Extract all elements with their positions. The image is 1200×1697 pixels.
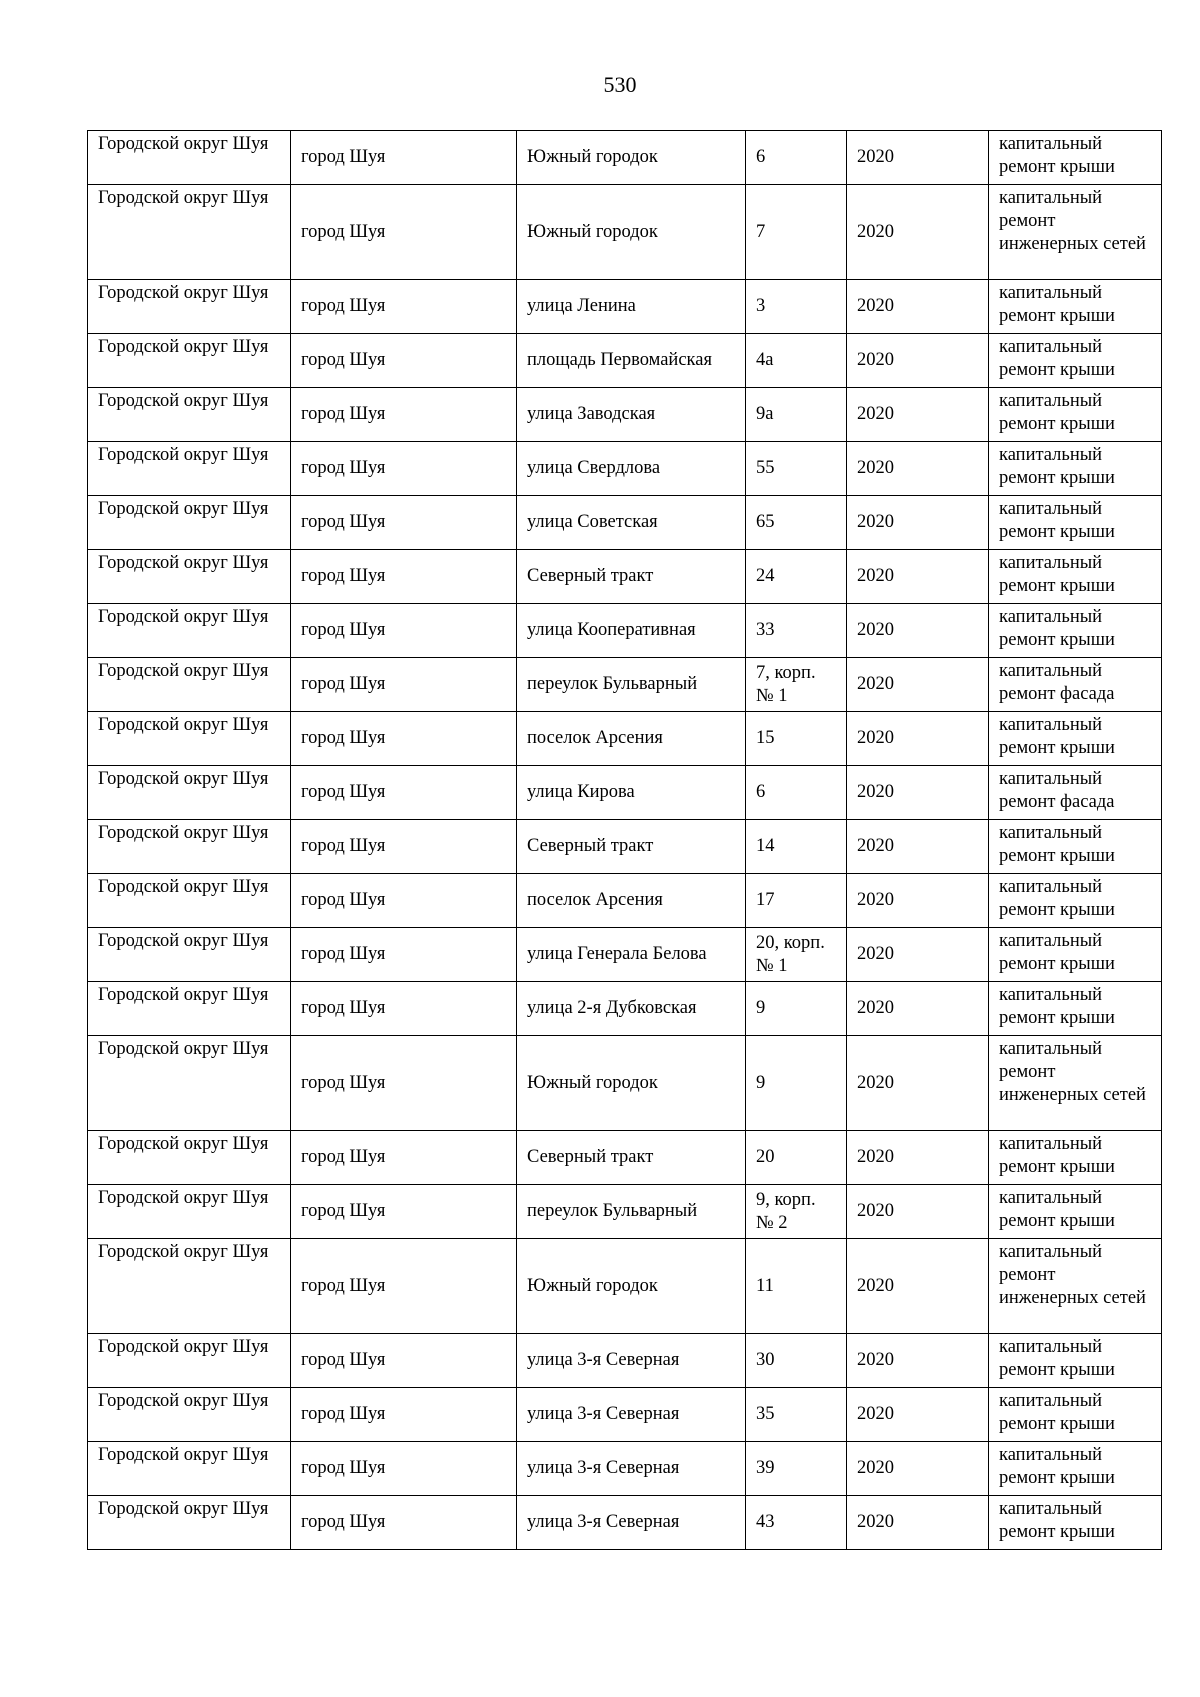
street-cell: улица 2-я Дубковская — [517, 982, 746, 1036]
municipality-cell: Городской округ Шуя — [88, 280, 291, 334]
street-cell: улица 3-я Северная — [517, 1442, 746, 1496]
table-row — [88, 280, 1162, 334]
house-number-cell: 9 — [746, 1036, 847, 1131]
settlement-cell: город Шуя — [291, 1496, 517, 1550]
year-cell: 2020 — [847, 496, 989, 550]
table-row — [88, 658, 1162, 712]
municipality-cell: Городской округ Шуя — [88, 658, 291, 712]
municipality-cell: Городской округ Шуя — [88, 496, 291, 550]
settlement-cell: город Шуя — [291, 1131, 517, 1185]
house-number-cell: 11 — [746, 1239, 847, 1334]
work-type-cell: капитальный ремонт крыши — [989, 1496, 1162, 1550]
work-type-cell: капитальный ремонт крыши — [989, 334, 1162, 388]
work-type-cell: капитальный ремонт крыши — [989, 496, 1162, 550]
street-cell: Северный тракт — [517, 1131, 746, 1185]
municipality-cell: Городской округ Шуя — [88, 1131, 291, 1185]
work-type-cell: капитальный ремонт крыши — [989, 1131, 1162, 1185]
municipality-cell: Городской округ Шуя — [88, 1185, 291, 1239]
work-type-cell: капитальный ремонт крыши — [989, 712, 1162, 766]
municipality-cell: Городской округ Шуя — [88, 1388, 291, 1442]
street-cell: улица Кирова — [517, 766, 746, 820]
year-cell: 2020 — [847, 388, 989, 442]
municipality-cell: Городской округ Шуя — [88, 442, 291, 496]
house-number-cell: 7 — [746, 185, 847, 280]
house-number-cell: 15 — [746, 712, 847, 766]
work-type-cell: капитальный ремонт инженерных сетей — [989, 1239, 1162, 1334]
house-number-cell: 3 — [746, 280, 847, 334]
table-row — [88, 1334, 1162, 1388]
settlement-cell: город Шуя — [291, 766, 517, 820]
work-type-cell: капитальный ремонт крыши — [989, 604, 1162, 658]
municipality-cell: Городской округ Шуя — [88, 1036, 291, 1131]
table-row — [88, 1388, 1162, 1442]
year-cell: 2020 — [847, 442, 989, 496]
settlement-cell: город Шуя — [291, 1036, 517, 1131]
settlement-cell: город Шуя — [291, 1239, 517, 1334]
year-cell: 2020 — [847, 928, 989, 982]
municipality-cell: Городской округ Шуя — [88, 604, 291, 658]
work-type-cell: капитальный ремонт крыши — [989, 550, 1162, 604]
table-row — [88, 928, 1162, 982]
settlement-cell: город Шуя — [291, 280, 517, 334]
year-cell: 2020 — [847, 1239, 989, 1334]
table-row — [88, 1239, 1162, 1334]
house-number-cell: 9, корп. № 2 — [746, 1185, 847, 1239]
street-cell: улица Советская — [517, 496, 746, 550]
year-cell: 2020 — [847, 550, 989, 604]
work-type-cell: капитальный ремонт крыши — [989, 820, 1162, 874]
settlement-cell: город Шуя — [291, 712, 517, 766]
page-number: 530 — [603, 72, 637, 97]
street-cell: Северный тракт — [517, 820, 746, 874]
street-cell: Южный городок — [517, 1239, 746, 1334]
settlement-cell: город Шуя — [291, 334, 517, 388]
house-number-cell: 30 — [746, 1334, 847, 1388]
year-cell: 2020 — [847, 658, 989, 712]
settlement-cell: город Шуя — [291, 820, 517, 874]
year-cell: 2020 — [847, 712, 989, 766]
municipality-cell: Городской округ Шуя — [88, 712, 291, 766]
table-row — [88, 1442, 1162, 1496]
table-row — [88, 604, 1162, 658]
house-number-cell: 7, корп. № 1 — [746, 658, 847, 712]
street-cell: поселок Арсения — [517, 874, 746, 928]
work-type-cell: капитальный ремонт крыши — [989, 1442, 1162, 1496]
settlement-cell: город Шуя — [291, 185, 517, 280]
house-number-cell: 9 — [746, 982, 847, 1036]
work-type-cell: капитальный ремонт крыши — [989, 280, 1162, 334]
street-cell: переулок Бульварный — [517, 658, 746, 712]
house-number-cell: 39 — [746, 1442, 847, 1496]
work-type-cell: капитальный ремонт крыши — [989, 874, 1162, 928]
table-row — [88, 185, 1162, 280]
settlement-cell: город Шуя — [291, 550, 517, 604]
house-number-cell: 14 — [746, 820, 847, 874]
municipality-cell: Городской округ Шуя — [88, 1442, 291, 1496]
table-row — [88, 1496, 1162, 1550]
municipality-cell: Городской округ Шуя — [88, 334, 291, 388]
street-cell: улица Заводская — [517, 388, 746, 442]
municipality-cell: Городской округ Шуя — [88, 550, 291, 604]
municipality-cell: Городской округ Шуя — [88, 820, 291, 874]
work-type-cell: капитальный ремонт фасада — [989, 658, 1162, 712]
year-cell: 2020 — [847, 1185, 989, 1239]
municipality-cell: Городской округ Шуя — [88, 874, 291, 928]
municipality-cell: Городской округ Шуя — [88, 982, 291, 1036]
year-cell: 2020 — [847, 604, 989, 658]
table-row — [88, 1036, 1162, 1131]
street-cell: улица Кооперативная — [517, 604, 746, 658]
street-cell: площадь Первомайская — [517, 334, 746, 388]
municipality-cell: Городской округ Шуя — [88, 131, 291, 185]
settlement-cell: город Шуя — [291, 928, 517, 982]
repair-program-table — [87, 130, 1162, 1550]
work-type-cell: капитальный ремонт инженерных сетей — [989, 1036, 1162, 1131]
work-type-cell: капитальный ремонт крыши — [989, 1185, 1162, 1239]
year-cell: 2020 — [847, 1131, 989, 1185]
settlement-cell: город Шуя — [291, 388, 517, 442]
year-cell: 2020 — [847, 1496, 989, 1550]
work-type-cell: капитальный ремонт крыши — [989, 1388, 1162, 1442]
table-row — [88, 874, 1162, 928]
table-row — [88, 766, 1162, 820]
street-cell: улица 3-я Северная — [517, 1334, 746, 1388]
street-cell: улица Свердлова — [517, 442, 746, 496]
house-number-cell: 35 — [746, 1388, 847, 1442]
house-number-cell: 55 — [746, 442, 847, 496]
house-number-cell: 17 — [746, 874, 847, 928]
table-row — [88, 820, 1162, 874]
table-row — [88, 131, 1162, 185]
house-number-cell: 20 — [746, 1131, 847, 1185]
house-number-cell: 9а — [746, 388, 847, 442]
year-cell: 2020 — [847, 334, 989, 388]
house-number-cell: 65 — [746, 496, 847, 550]
work-type-cell: капитальный ремонт крыши — [989, 982, 1162, 1036]
settlement-cell: город Шуя — [291, 604, 517, 658]
house-number-cell: 43 — [746, 1496, 847, 1550]
table-body — [88, 131, 1162, 1550]
house-number-cell: 6 — [746, 131, 847, 185]
year-cell: 2020 — [847, 1388, 989, 1442]
year-cell: 2020 — [847, 131, 989, 185]
street-cell: Южный городок — [517, 131, 746, 185]
settlement-cell: город Шуя — [291, 442, 517, 496]
work-type-cell: капитальный ремонт крыши — [989, 442, 1162, 496]
table-row — [88, 712, 1162, 766]
year-cell: 2020 — [847, 1442, 989, 1496]
year-cell: 2020 — [847, 766, 989, 820]
work-type-cell: капитальный ремонт крыши — [989, 928, 1162, 982]
municipality-cell: Городской округ Шуя — [88, 1496, 291, 1550]
table-row — [88, 550, 1162, 604]
table-row — [88, 388, 1162, 442]
settlement-cell: город Шуя — [291, 1442, 517, 1496]
street-cell: улица Генерала Белова — [517, 928, 746, 982]
year-cell: 2020 — [847, 982, 989, 1036]
table-row — [88, 442, 1162, 496]
year-cell: 2020 — [847, 820, 989, 874]
municipality-cell: Городской округ Шуя — [88, 1239, 291, 1334]
municipality-cell: Городской округ Шуя — [88, 388, 291, 442]
street-cell: улица Ленина — [517, 280, 746, 334]
house-number-cell: 6 — [746, 766, 847, 820]
street-cell: Южный городок — [517, 1036, 746, 1131]
year-cell: 2020 — [847, 874, 989, 928]
work-type-cell: капитальный ремонт фасада — [989, 766, 1162, 820]
municipality-cell: Городской округ Шуя — [88, 766, 291, 820]
table-row — [88, 496, 1162, 550]
table-row — [88, 1131, 1162, 1185]
street-cell: улица 3-я Северная — [517, 1388, 746, 1442]
year-cell: 2020 — [847, 1334, 989, 1388]
house-number-cell: 33 — [746, 604, 847, 658]
street-cell: Южный городок — [517, 185, 746, 280]
work-type-cell: капитальный ремонт крыши — [989, 131, 1162, 185]
settlement-cell: город Шуя — [291, 982, 517, 1036]
year-cell: 2020 — [847, 1036, 989, 1131]
municipality-cell: Городской округ Шуя — [88, 928, 291, 982]
work-type-cell: капитальный ремонт крыши — [989, 1334, 1162, 1388]
table-row — [88, 334, 1162, 388]
municipality-cell: Городской округ Шуя — [88, 1334, 291, 1388]
settlement-cell: город Шуя — [291, 1185, 517, 1239]
table-row — [88, 1185, 1162, 1239]
house-number-cell: 24 — [746, 550, 847, 604]
street-cell: поселок Арсения — [517, 712, 746, 766]
street-cell: переулок Бульварный — [517, 1185, 746, 1239]
house-number-cell: 20, корп. № 1 — [746, 928, 847, 982]
work-type-cell: капитальный ремонт инженерных сетей — [989, 185, 1162, 280]
settlement-cell: город Шуя — [291, 131, 517, 185]
municipality-cell: Городской округ Шуя — [88, 185, 291, 280]
table-row — [88, 982, 1162, 1036]
settlement-cell: город Шуя — [291, 658, 517, 712]
street-cell: улица 3-я Северная — [517, 1496, 746, 1550]
settlement-cell: город Шуя — [291, 874, 517, 928]
settlement-cell: город Шуя — [291, 1334, 517, 1388]
settlement-cell: город Шуя — [291, 496, 517, 550]
year-cell: 2020 — [847, 185, 989, 280]
settlement-cell: город Шуя — [291, 1388, 517, 1442]
work-type-cell: капитальный ремонт крыши — [989, 388, 1162, 442]
street-cell: Северный тракт — [517, 550, 746, 604]
year-cell: 2020 — [847, 280, 989, 334]
house-number-cell: 4а — [746, 334, 847, 388]
